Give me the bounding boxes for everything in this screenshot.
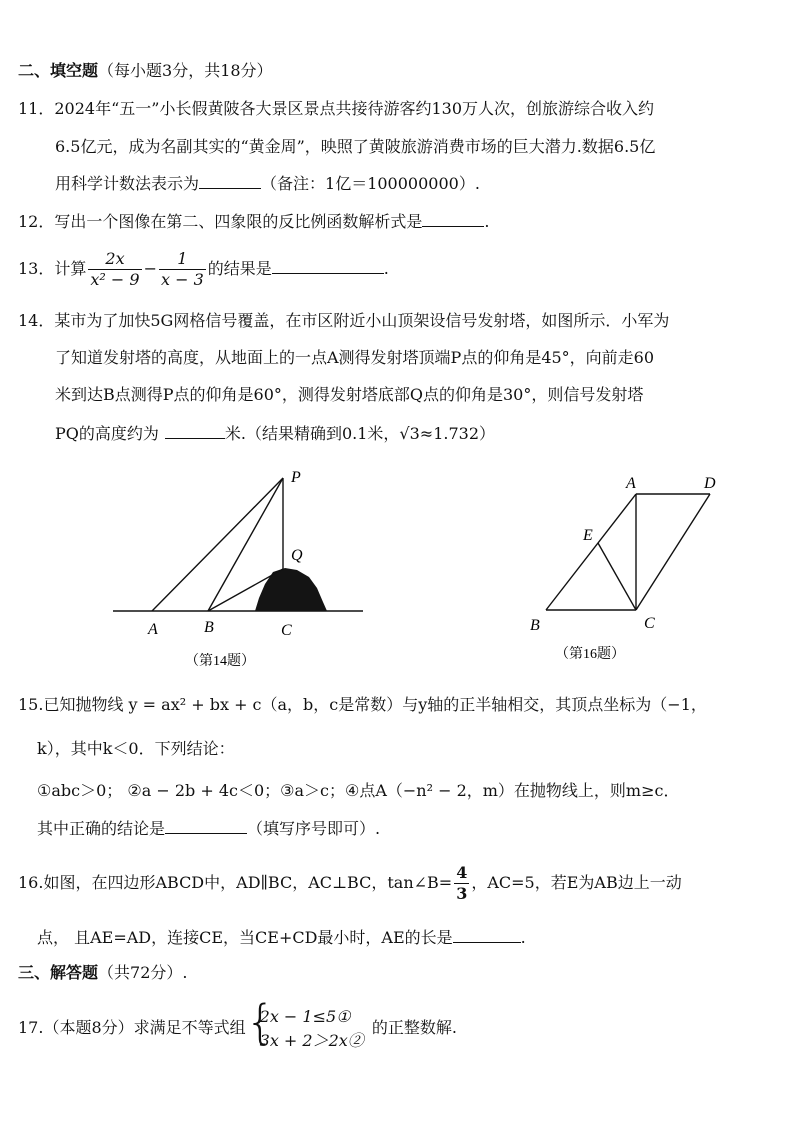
q12-line	[18, 210, 489, 233]
q15-line-2: k），其中k＜0．下列结论：	[37, 739, 235, 758]
q16-post: ，AC=5，若E为AB边上一动	[471, 873, 682, 892]
q16-frac-denominator: 3	[456, 884, 468, 903]
q12-number: 12．	[18, 212, 55, 231]
fig16-label-D: D	[704, 475, 716, 492]
fig16-caption: （第16题）	[555, 647, 625, 662]
q15-line-3: ①abc＞0； ②a − 2b + 4c＜0；③a＞c；④点A（−n² − 2，m）在抛物线上，则m≥c．	[37, 781, 680, 800]
q16-tan-fraction	[454, 863, 469, 904]
fig14-label-C: C	[281, 622, 292, 639]
q16-line-1	[18, 858, 682, 908]
section-2-title: 二、填空题	[18, 61, 99, 80]
section-3-note: （共72分）.	[98, 963, 188, 982]
q14-answer-blank	[165, 422, 225, 439]
q11-answer-blank	[199, 172, 261, 189]
q13-number: 13．	[18, 259, 55, 278]
q16-number: 16.	[18, 873, 44, 892]
q16-text-2a: 点， 且AE=AD，连接CE，当CE+CD最小时，AE的长是	[37, 928, 453, 947]
q11-line-3	[55, 172, 480, 195]
q16-line-2	[37, 926, 526, 949]
q15-answer-blank	[165, 817, 247, 834]
fig14-label-P: P	[291, 469, 301, 486]
q14-line-4	[55, 422, 495, 445]
fig14-label-A: A	[148, 621, 158, 638]
q13-fraction-2	[159, 249, 206, 290]
q14-text-1: 某市为了加快5G网格信号覆盖，在市区附近小山顶架设信号发射塔，如图所示．小军为	[54, 311, 670, 330]
q15-text-1: 已知抛物线 y = ax² + bx + c（a，b，c是常数）与y轴的正半轴相交，其顶点坐标为（−1，	[43, 695, 707, 714]
section-3-heading	[18, 962, 187, 984]
q11-line-2: 6.5亿元，成为名副其实的“黄金周”，映照了黄陂旅游消费市场的巨大潜力.数据6.5亿	[55, 137, 656, 156]
figure-16	[520, 468, 735, 668]
q15-line-4	[37, 817, 380, 840]
q17-number: 17.	[18, 1018, 44, 1037]
q17-post: 的正整数解.	[371, 1018, 457, 1037]
figure-14	[105, 462, 370, 672]
q13-f1-denominator: x² − 9	[90, 270, 140, 289]
q11-text-3b: （备注：1亿＝100000000）.	[261, 174, 480, 193]
q13-pre: 计算	[54, 259, 87, 278]
section-2-note: （每小题3分，共18分）	[98, 61, 273, 80]
q14-text-4b: 米.（结果精确到0.1米，√3≈1.732）	[224, 424, 496, 443]
q11-text-3a: 用科学计数法表示为	[55, 174, 200, 193]
q14-line-3: 米到达B点测得P点的仰角是60°，测得发射塔底部Q点的仰角是30°，则信号发射塔	[55, 385, 644, 404]
fig16-label-B: B	[530, 617, 540, 634]
q15-text-4b: （填写序号即可）.	[247, 819, 381, 838]
fig16-label-C: C	[644, 615, 655, 632]
fig16-side-CD	[636, 494, 710, 610]
q15-text-4a: 其中正确的结论是	[37, 819, 166, 838]
q12-text: 写出一个图像在第二、四象限的反比例函数解析式是	[54, 212, 423, 231]
q11-number: 11．	[18, 99, 55, 118]
q13-post: 的结果是	[207, 259, 272, 278]
fig16-side-AB	[546, 494, 636, 610]
fig14-caption: （第14题）	[185, 654, 255, 669]
q11-text-1: 2024年“五一”小长假黄陂各大景区景点共接待游客约130万人次，创旅游综合收入约	[54, 99, 654, 118]
q13-f2-denominator: x − 3	[161, 270, 204, 289]
q13-answer-blank	[272, 257, 384, 274]
q17-brace: {	[245, 994, 275, 1049]
q17-inequality-1: 2x − 1≤5①	[259, 1006, 351, 1026]
q14-number: 14．	[18, 311, 55, 330]
fig16-label-E: E	[583, 527, 593, 544]
q17-pre: （本题8分）求满足不等式组	[43, 1018, 246, 1037]
q15-line-1	[18, 694, 707, 716]
q11-line-1	[18, 98, 654, 120]
q13-fraction-1	[88, 249, 141, 290]
q16-answer-blank	[453, 926, 521, 943]
fig14-label-Q: Q	[291, 547, 303, 564]
q16-text-2b: .	[520, 928, 526, 947]
q16-pre: 如图，在四边形ABCD中，AD∥BC，AC⊥BC，tan∠B=	[43, 873, 453, 892]
q13-f2-numerator: 1	[159, 249, 206, 270]
q17-inequality-2: 3x + 2＞2x②	[259, 1030, 364, 1050]
fig14-label-B: B	[204, 619, 214, 636]
q12-end: .	[484, 212, 490, 231]
fig16-label-A: A	[626, 475, 636, 492]
q13-end: .	[383, 259, 389, 278]
fig14-hill	[255, 568, 327, 611]
q17-inequality-system	[245, 994, 364, 1053]
section-3-title: 三、解答题	[18, 963, 99, 982]
q13-line	[18, 244, 389, 294]
q13-minus: −	[143, 259, 157, 278]
q13-f1-numerator: 2x	[88, 249, 141, 270]
fig16-segment-EC	[598, 543, 636, 610]
q14-line-2: 了知道发射塔的高度，从地面上的一点A测得发射塔顶端P点的仰角是45°，向前走60	[55, 348, 655, 367]
q16-frac-numerator: 4	[456, 863, 468, 882]
q14-text-4a: PQ的高度约为	[55, 424, 159, 443]
q17-line	[18, 994, 457, 1056]
q14-line-1	[18, 310, 669, 332]
section-2-heading	[18, 60, 273, 82]
q15-number: 15.	[18, 695, 44, 714]
q12-answer-blank	[422, 210, 484, 227]
